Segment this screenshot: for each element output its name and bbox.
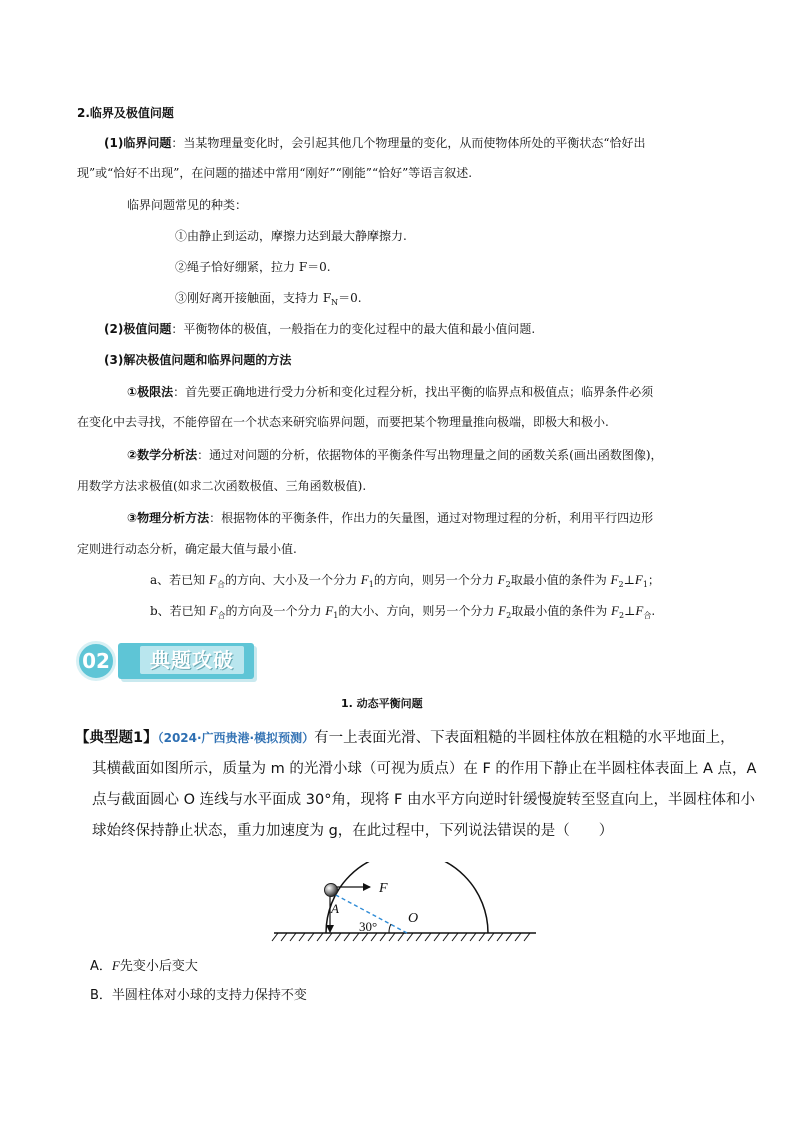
physics-method-line-2: 定则进行动态分析，确定最大值与最小值. — [77, 542, 297, 556]
physics-method-label: ③物理分析方法 — [127, 511, 210, 525]
option-b-letter: B． — [90, 988, 112, 1003]
option-a-letter: A． — [90, 959, 112, 974]
extreme-problem-text: ：平衡物体的极值，一般指在力的变化过程中的最大值和最小值问题. — [171, 322, 536, 336]
section-heading: 2.临界及极值问题 — [77, 106, 174, 120]
condition-a: a、若已知 $F_合$的方向、大小及一个分力 $F_1$的方向，则另一个分力 $F_2$取最小值的条件为 $F_2\perp F_1$； — [150, 572, 660, 589]
question-label: 【典型题1】 — [75, 730, 158, 746]
question-line-2: 其横截面如图所示，质量为 m 的光滑小球（可视为质点）在 F 的作用下静止在半圆柱体表面上 A 点，A — [92, 761, 757, 777]
section-banner — [76, 639, 258, 683]
ball — [325, 884, 338, 897]
angle-arc — [389, 924, 391, 933]
critical-problem-label: (1)临界问题 — [104, 136, 172, 150]
question-source: （2024·广西贵港·模拟预测） — [157, 731, 315, 745]
banner-bar — [118, 643, 254, 679]
label-angle: 30° — [359, 919, 378, 934]
critical-types-title: 临界问题常见的种类： — [127, 198, 248, 212]
ground — [272, 933, 536, 941]
critical-type-3: ③刚好离开接触面，支持力 $F_N=0$. — [175, 291, 362, 307]
limit-method-line-2: 在变化中去寻找，不能停留在一个状态来研究临界问题，而要把某个物理量推向极端，即极大和极小. — [77, 415, 609, 429]
math-method-label: ②数学分析法 — [127, 448, 198, 462]
methods-heading: (3)解决极值问题和临界问题的方法 — [104, 353, 292, 367]
label-O: O — [408, 911, 419, 926]
option-b: B．半圆柱体对小球的支持力保持不变 — [90, 988, 307, 1003]
extreme-problem-label: (2)极值问题 — [104, 322, 172, 336]
critical-problem-line-1 — [104, 135, 645, 151]
math-method-line-1: ②数学分析法：通过对问题的分析，依据物体的平衡条件写出物理量之间的函数关系(画出函数图像)， — [127, 448, 663, 462]
physics-method-line-1: ③物理分析方法：根据物体的平衡条件，作出力的矢量图，通过对物理过程的分析，利用平行四边形 — [127, 511, 654, 525]
banner-number: 02 — [76, 641, 116, 681]
math-method-line-2: 用数学方法求极值(如求二次函数极值、三角函数极值). — [77, 479, 367, 493]
limit-method-line-1: ①极限法：首先要正确地进行受力分析和变化过程分析，找出平衡的临界点和极值点；临界条件必须 — [127, 385, 654, 399]
option-a: A．F先变小后变大 — [90, 958, 198, 974]
label-A: A — [331, 901, 339, 916]
critical-type-2: ②绳子恰好绷紧，拉力 F＝0. — [175, 260, 331, 274]
critical-problem-text-1: ：当某物理量变化时，会引起其他几个物理量的变化，从而使物体所处的平衡状态“恰好出 — [171, 136, 646, 150]
subsection-title: 1. 动态平衡问题 — [341, 697, 423, 710]
label-F: F — [379, 881, 388, 896]
condition-b: b、若已知 $F_合$的方向及一个分力 $F_1$的大小、方向，则另一个分力 $F_2$取最小值的条件为 $F_2\perp F_合$. — [150, 603, 656, 620]
critical-problem-line-2: 现”或“恰好不出现”，在问题的描述中常用“刚好”“刚能”“恰好”等语言叙述. — [77, 166, 473, 180]
critical-type-1: ①由静止到运动，摩擦力达到最大静摩擦力. — [175, 229, 407, 243]
half-cylinder-outline — [326, 862, 488, 933]
hemisphere-figure — [270, 862, 540, 946]
banner-title: 典题攻破 — [140, 646, 244, 674]
question-line-3: 点与截面圆心 O 连线与水平面成 30°角，现将 F 由水平方向逆时针缓慢旋转至竖直向上，半圆柱体和小 — [92, 792, 755, 808]
question-line-4: 球始终保持静止状态，重力加速度为 g，在此过程中，下列说法错误的是（ ） — [92, 823, 614, 839]
limit-method-label: ①极限法 — [127, 385, 174, 399]
question-line-1: 【典型题1】（2024·广西贵港·模拟预测）有一上表面光滑、下表面粗糙的半圆柱体放在粗糙的水平地面上， — [75, 730, 735, 746]
extreme-problem-line — [104, 321, 535, 337]
